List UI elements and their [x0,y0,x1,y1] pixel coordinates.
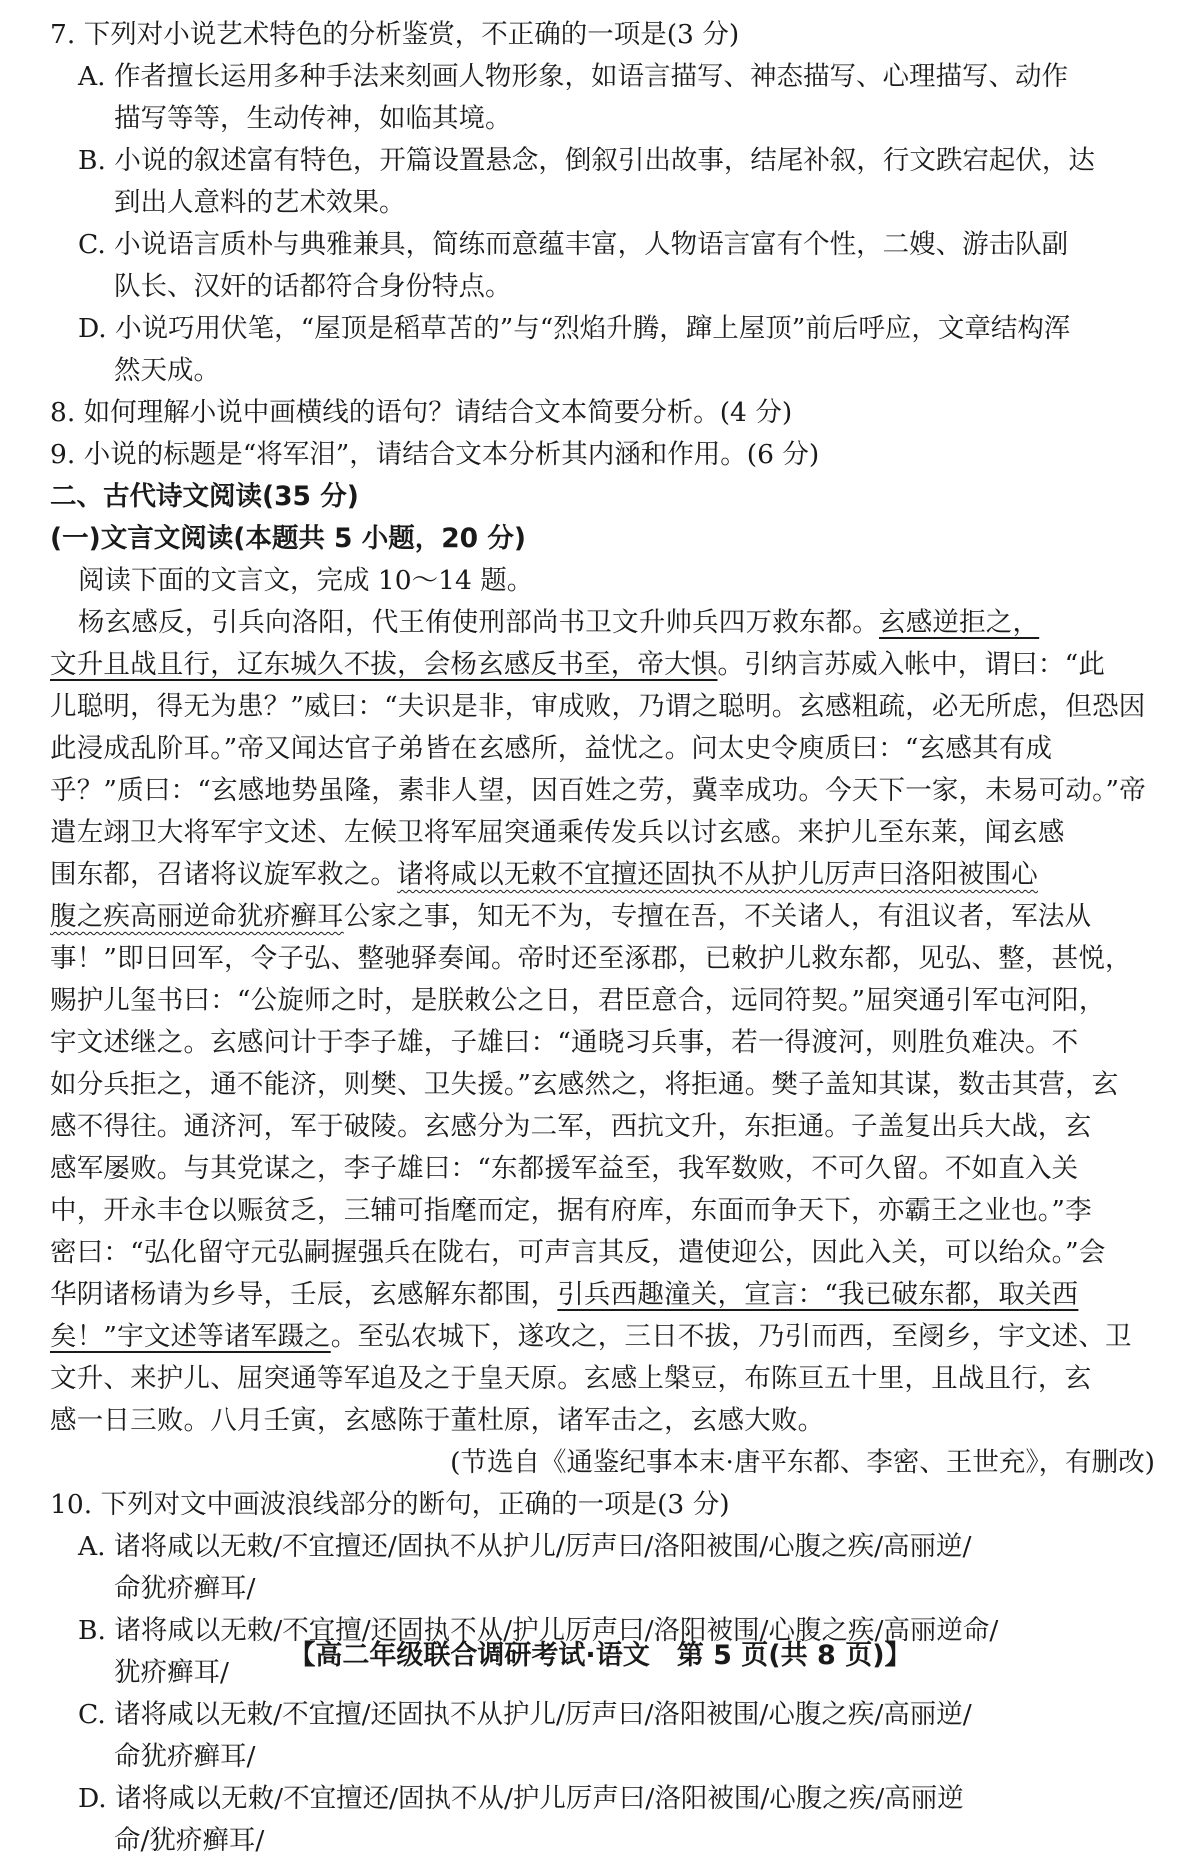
option-b-cont: 到出人意料的艺术效果。 [114,187,406,218]
passage-line [50,602,1155,644]
question-7 [50,14,1155,392]
option-c: C. 小说语言质朴与典雅兼具，简练而意蕴丰富，人物语言富有个性，二嫂、游击队副 [78,229,1069,260]
option-d: D. 诸将咸以无敕/不宜擅还/固执不从/护儿厉声曰/洛阳被围/心腹之疾/高丽逆 [78,1783,964,1814]
option-b: B. 诸将咸以无敕/不宜擅/还固执不从/护儿厉声曰/洛阳被围/心腹之疾/高丽逆命/ [78,1615,999,1646]
passage-line: 感一日三败。八月壬寅，玄感陈于董杜原，诸军击之，玄感大败。 [50,1405,825,1436]
passage-line: 密曰：“弘化留守元弘嗣握强兵在陇右，可声言其反，遣使迎公，因此入关，可以绐众。”会 [50,1237,1106,1268]
passage-source: (节选自《通鉴纪事本末·唐平东都、李密、王世充》，有删改) [450,1447,1155,1478]
page-footer: 【高二年级联合调研考试·语文 第 5 页(共 8 页)】 [288,1640,912,1671]
option-c-cont: 队长、汉奸的话都符合身份特点。 [114,271,512,302]
wavy-underlined-text: 诸将咸以无敕不宜擅还固执不从护儿厉声曰洛阳被围心 [397,859,1038,890]
passage-line: 中，开永丰仓以赈贫乏，三辅可指麾而定，据有府库，东面而争天下，亦霸王之业也。”李 [50,1195,1092,1226]
question-7-stem: 7. 下列对小说艺术特色的分析鉴赏，不正确的一项是(3 分) [50,19,740,50]
option-c-cont: 命犹疥癣耳/ [114,1741,256,1772]
passage-text: 公家之事，知无不为，专擅在吾，不关诸人，有沮议者，军法从 [343,901,1092,932]
wavy-underlined-text: 腹之疾高丽逆命犹疥癣耳 [50,901,344,932]
passage-line [50,896,1155,938]
passage-line [50,854,1155,896]
underlined-sentence: 文升且战且行，辽东城久不拔，会杨玄感反书至，帝大惧 [50,649,718,680]
option-b: B. 小说的叙述富有特色，开篇设置悬念，倒叙引出故事，结尾补叙，行文跌宕起伏，达 [78,145,1095,176]
underlined-sentence: 矣！”宇文述等诸军蹑之 [50,1321,331,1352]
passage-line: 遣左翊卫大将军宇文述、左候卫将军屈突通乘传发兵以讨玄感。来护儿至东莱，闻玄感 [50,817,1065,848]
passage-line: 如分兵拒之，通不能济，则樊、卫失援。”玄感然之，将拒通。樊子盖知其谋，数击其营，玄 [50,1069,1119,1100]
passage-text: 。至弘农城下，遂攻之，三日不拔，乃引而西，至阌乡，宇文述、卫 [330,1321,1132,1352]
option-d: D. 小说巧用伏笔，“屋顶是稻草苫的”与“烈焰升腾，蹿上屋顶”前后呼应，文章结构浑 [78,313,1071,344]
passage-line: 事！”即日回军，令子弘、整驰驿奏闻。帝时还至涿郡，已敕护儿救东都，见弘、整，甚悦， [50,943,1132,974]
passage-text: 杨玄感反，引兵向洛阳，代王侑使刑部尚书卫文升帅兵四万救东都。 [78,607,879,638]
option-a-cont: 命犹疥癣耳/ [114,1573,256,1604]
passage-line: 感不得往。通济河，军于破陵。玄感分为二军，西抗文升，东拒通。子盖复出兵大战，玄 [50,1111,1092,1142]
option-d-cont: 然天成。 [114,355,220,386]
passage-line: 乎？”质曰：“玄感地势虽隆，素非人望，因百姓之劳，冀幸成功。今天下一家，未易可动。”帝 [50,775,1146,806]
passage-text: 。引纳言苏威入帐中，谓曰：“此 [717,649,1106,680]
passage-line: 儿聪明，得无为患？”威曰：“夫识是非，审成败，乃谓之聪明。玄感粗疏，必无所虑，但恐因 [50,691,1146,722]
question-9: 9. 小说的标题是“将军泪”，请结合文本分析其内涵和作用。(6 分) [50,439,820,470]
question-8: 8. 如何理解小说中画横线的语句？请结合文本简要分析。(4 分) [50,397,793,428]
passage-line: 宇文述继之。玄感问计于李子雄，子雄曰：“通晓习兵事，若一得渡河，则胜负难决。不 [50,1027,1079,1058]
passage-line: 文升、来护儿、屈突通等军追及之于皇天原。玄感上槃豆，布陈亘五十里，且战且行，玄 [50,1363,1092,1394]
question-10-stem: 10. 下列对文中画波浪线部分的断句，正确的一项是(3 分) [50,1489,730,1520]
classical-passage [50,602,1155,1484]
passage-line: 赐护儿玺书曰：“公旋师之时，是朕敕公之日，君臣意合，远同符契。”屈突通引军屯河阳， [50,985,1106,1016]
option-c: C. 诸将咸以无敕/不宜擅/还固执不从护儿/厉声曰/洛阳被围/心腹之疾/高丽逆/ [78,1699,972,1730]
passage-line [50,1316,1155,1358]
option-a: A. 作者擅长运用多种手法来刻画人物形象，如语言描写、神态描写、心理描写、动作 [78,61,1068,92]
passage-line: 此浸成乱阶耳。”帝又闻达官子弟皆在玄感所，益忧之。问太史令庾质曰：“玄感其有成 [50,733,1053,764]
section-heading: 二、古代诗文阅读(35 分) [50,481,359,512]
subsection-heading: (一)文言文阅读(本题共 5 小题，20 分) [50,523,526,554]
passage-line: 感军屡败。与其党谋之，李子雄曰：“东都援军益至，我军数败，不可久留。不如直入关 [50,1153,1079,1184]
passage-line [50,1274,1155,1316]
passage-line [50,644,1155,686]
option-a-cont: 描写等等，生动传神，如临其境。 [114,103,512,134]
underlined-sentence: 引兵西趣潼关，宣言：“我已破东都，取关西 [557,1279,1079,1310]
option-b-cont: 犹疥癣耳/ [114,1657,229,1688]
reading-instruction: 阅读下面的文言文，完成 10～14 题。 [78,565,534,596]
page-content [50,14,1155,1862]
option-a: A. 诸将咸以无敕/不宜擅还/固执不从护儿/厉声曰/洛阳被围/心腹之疾/高丽逆/ [78,1531,972,1562]
passage-text: 华阴诸杨请为乡导，壬辰，玄感解东都围， [50,1279,558,1310]
underlined-sentence: 玄感逆拒之， [879,607,1040,638]
passage-text: 围东都，召诸将议旋军救之。 [50,859,398,890]
option-d-cont: 命/犹疥癣耳/ [114,1825,265,1856]
